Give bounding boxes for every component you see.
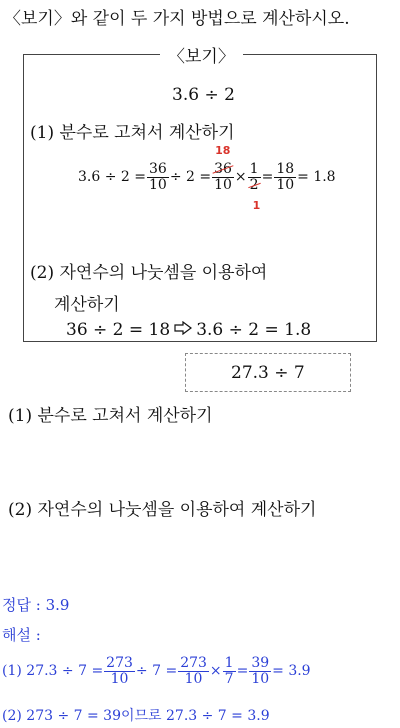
- math-mid: ÷ 7 =: [135, 663, 178, 680]
- question-2: (2) 자연수의 나눗셈을 이용하여 계산하기: [8, 500, 317, 520]
- fraction: [178, 656, 209, 686]
- numerator: 1: [249, 161, 259, 177]
- example-method1-math: [78, 144, 336, 212]
- denominator: 10: [184, 670, 203, 687]
- numerator: 39: [251, 655, 270, 671]
- problem-expression: 27.3 ÷ 7: [231, 363, 305, 383]
- denominator: 7: [224, 670, 234, 687]
- instruction: 〈보기〉와 같이 두 가지 방법으로 계산하시오.: [4, 9, 350, 29]
- example-expression: 3.6 ÷ 2: [172, 85, 235, 105]
- cancelled-numerator: 36: [214, 161, 232, 177]
- fraction: [223, 656, 236, 686]
- denominator: 10: [110, 670, 129, 687]
- denominator: 10: [276, 176, 295, 193]
- example-title: 〈보기〉: [160, 42, 243, 67]
- numerator: 36: [148, 161, 167, 177]
- equals-sign: =: [261, 169, 274, 186]
- numerator: 1: [224, 655, 234, 671]
- equals-sign: =: [236, 663, 249, 680]
- method2-right: 3.6 ÷ 2 = 1.8: [196, 320, 312, 340]
- numerator: 18: [276, 161, 295, 177]
- fraction-cancelled: [212, 144, 234, 193]
- example-method2-label-cont: 계산하기: [54, 295, 120, 315]
- denominator: 10: [214, 176, 232, 193]
- denominator: 10: [148, 176, 167, 193]
- right-arrow-icon: [174, 321, 192, 339]
- fraction: [249, 656, 271, 686]
- explanation-line-2: (2) 273 ÷ 7 = 39이므로 27.3 ÷ 7 = 3.9: [2, 708, 270, 724]
- fraction: [274, 162, 296, 192]
- question-1: (1) 분수로 고쳐서 계산하기: [8, 406, 213, 426]
- example-method2-label: (2) 자연수의 나눗셈을 이용하여: [30, 263, 268, 283]
- numerator: 273: [106, 655, 133, 671]
- cancelled-denominator: 2: [249, 176, 259, 193]
- example-method1-label: (1) 분수로 고쳐서 계산하기: [30, 123, 235, 143]
- math-result: = 3.9: [272, 663, 311, 680]
- math-mid: ÷ 2 =: [169, 169, 212, 186]
- denominator: 10: [251, 670, 270, 687]
- fraction: [147, 162, 169, 192]
- times-sign: ×: [209, 663, 222, 680]
- example-method2-math: [66, 320, 311, 340]
- cancel-mark: 18: [215, 144, 231, 157]
- math-result: = 1.8: [297, 169, 336, 186]
- math-lead: (1) 27.3 ÷ 7 =: [2, 663, 104, 680]
- answer-label: 정답 : 3.9: [2, 596, 70, 614]
- explanation-label: 해설 :: [2, 626, 41, 644]
- fraction: [104, 656, 135, 686]
- times-sign: ×: [234, 169, 247, 186]
- method2-left: 36 ÷ 2 = 18: [66, 320, 171, 340]
- explanation-line-1: [2, 656, 311, 686]
- fraction-cancelled: [248, 161, 261, 212]
- math-lead: 3.6 ÷ 2 =: [78, 169, 146, 186]
- cancel-mark: 1: [252, 199, 261, 212]
- numerator: 273: [180, 655, 207, 671]
